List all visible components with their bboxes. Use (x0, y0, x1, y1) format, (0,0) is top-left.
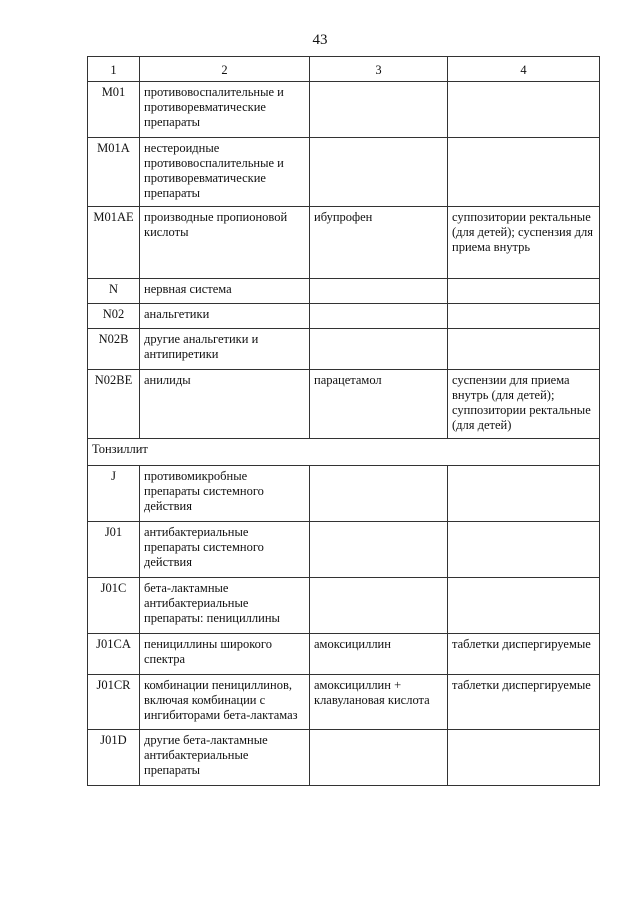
substance-cell: амоксициллин (310, 634, 448, 675)
group-name-cell: антибактериальные препараты системного действия (140, 522, 310, 578)
table-row (88, 522, 600, 578)
medication-table (87, 56, 600, 786)
substance-cell (310, 138, 448, 207)
column-header: 4 (448, 57, 600, 82)
substance-cell: амоксициллин + клавулановая кислота (310, 675, 448, 730)
atc-code-cell: N (88, 279, 140, 304)
dosage-form-cell (448, 279, 600, 304)
atc-code-cell: J01CR (88, 675, 140, 730)
atc-code-cell: M01 (88, 82, 140, 138)
table-row (88, 82, 600, 138)
substance-cell (310, 279, 448, 304)
dosage-form-cell: таблетки диспергируемые (448, 675, 600, 730)
table-row (88, 675, 600, 730)
group-name-cell: противомикробные препараты системного действия (140, 466, 310, 522)
substance-cell (310, 730, 448, 786)
atc-code-cell: J01C (88, 578, 140, 634)
table-row (88, 138, 600, 207)
group-name-cell: анальгетики (140, 304, 310, 329)
atc-code-cell: J01 (88, 522, 140, 578)
group-name-cell: комбинации пенициллинов, включая комбинации с ингибиторами бета-лактамаз (140, 675, 310, 730)
table-header-row (88, 57, 600, 82)
group-name-cell: производные пропионовой кислоты (140, 207, 310, 279)
dosage-form-cell (448, 730, 600, 786)
table-row (88, 578, 600, 634)
dosage-form-cell (448, 466, 600, 522)
dosage-form-cell (448, 138, 600, 207)
group-name-cell: нервная система (140, 279, 310, 304)
atc-code-cell: N02BE (88, 370, 140, 439)
table-row (88, 730, 600, 786)
substance-cell (310, 82, 448, 138)
atc-code-cell: J01CA (88, 634, 140, 675)
atc-code-cell: N02 (88, 304, 140, 329)
dosage-form-cell: суппозитории ректальные (для детей); суспензия для приема внутрь (448, 207, 600, 279)
table-body (88, 82, 600, 786)
group-name-cell: бета-лактамные антибактериальные препараты: пенициллины (140, 578, 310, 634)
table-row (88, 207, 600, 279)
dosage-form-cell: таблетки диспергируемые (448, 634, 600, 675)
substance-cell: парацетамол (310, 370, 448, 439)
dosage-form-cell (448, 329, 600, 370)
table-row (88, 279, 600, 304)
atc-code-cell: J (88, 466, 140, 522)
column-header: 1 (88, 57, 140, 82)
table-row (88, 304, 600, 329)
group-name-cell: анилиды (140, 370, 310, 439)
table-row (88, 329, 600, 370)
atc-code-cell: N02B (88, 329, 140, 370)
substance-cell (310, 522, 448, 578)
dosage-form-cell (448, 82, 600, 138)
group-name-cell: противовоспалительные и противоревматические препараты (140, 82, 310, 138)
table-row (88, 634, 600, 675)
substance-cell (310, 578, 448, 634)
substance-cell (310, 329, 448, 370)
group-name-cell: пенициллины широкого спектра (140, 634, 310, 675)
group-name-cell: другие анальгетики и антипиретики (140, 329, 310, 370)
dosage-form-cell (448, 578, 600, 634)
dosage-form-cell: суспензии для приема внутрь (для детей); суппозитории ректальные (для детей) (448, 370, 600, 439)
dosage-form-cell (448, 522, 600, 578)
atc-code-cell: M01AE (88, 207, 140, 279)
table-row (88, 466, 600, 522)
section-title: Тонзиллит (88, 439, 600, 466)
substance-cell: ибупрофен (310, 207, 448, 279)
section-row (88, 439, 600, 466)
page-number: 43 (312, 32, 328, 48)
dosage-form-cell (448, 304, 600, 329)
column-header: 3 (310, 57, 448, 82)
group-name-cell: другие бета-лактамные антибактериальные препараты (140, 730, 310, 786)
column-header: 2 (140, 57, 310, 82)
substance-cell (310, 466, 448, 522)
table-row (88, 370, 600, 439)
substance-cell (310, 304, 448, 329)
atc-code-cell: M01A (88, 138, 140, 207)
group-name-cell: нестероидные противовоспалительные и противоревматические препараты (140, 138, 310, 207)
atc-code-cell: J01D (88, 730, 140, 786)
